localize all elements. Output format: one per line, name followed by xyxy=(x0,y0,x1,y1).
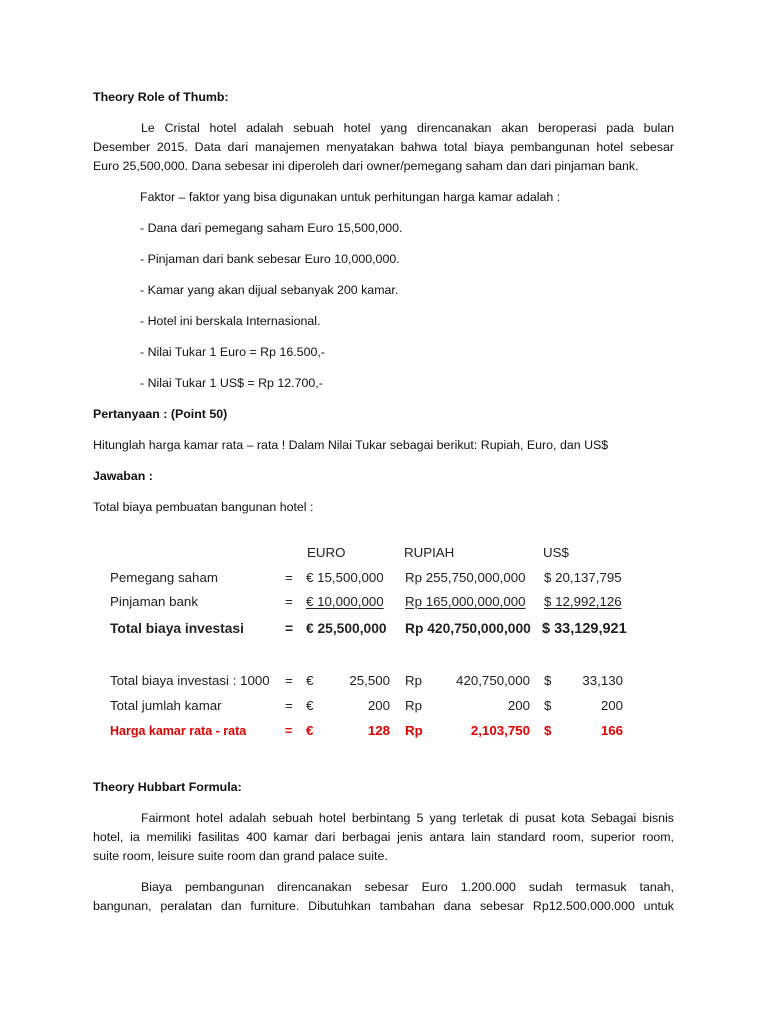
paragraph-line: hotel, ia memiliki fasilitas 400 kamar dari berbagai jenis antara lain standard room, superior room, xyxy=(93,830,674,844)
factors-intro: Faktor – faktor yang bisa digunakan untuk perhitungan harga kamar adalah : xyxy=(140,190,561,204)
usd-value: 33,130 xyxy=(582,673,623,688)
euro-symbol: € xyxy=(306,698,314,713)
table-highlight-row xyxy=(110,721,630,741)
paragraph-line: suite room, leisure suite room dan grand palace suite. xyxy=(93,849,388,863)
question-text: Hitunglah harga kamar rata – rata ! Dalam Nilai Tukar sebagai berikut: Rupiah, Euro, dan US$ xyxy=(93,438,609,452)
row-equals: = xyxy=(285,570,293,585)
intro-line: Le Cristal hotel adalah sebuah hotel yang direncanakan akan beroperasi pada bulan xyxy=(141,121,674,135)
rp-value: 420,750,000 xyxy=(456,673,530,688)
table-total-row xyxy=(110,619,630,639)
usd-symbol: $ xyxy=(544,698,552,713)
row-usd: $ 33,129,921 xyxy=(542,621,627,637)
factor-item: - Dana dari pemegang saham Euro 15,500,000. xyxy=(140,221,403,235)
row-equals: = xyxy=(285,673,293,688)
row-rupiah: Rp 255,750,000,000 xyxy=(405,570,526,585)
row-label: Total jumlah kamar xyxy=(110,698,222,713)
hubbart-paragraph-1 xyxy=(93,809,674,866)
euro-value: 25,500 xyxy=(349,673,390,688)
row-rupiah: Rp 165,000,000,000 xyxy=(405,594,526,609)
intro-line: Euro 25,500,000. Dana sebesar ini diperoleh dari owner/pemegang saham dan dari pinjaman bank. xyxy=(93,159,639,173)
row-equals: = xyxy=(285,724,293,738)
section1-title: Theory Role of Thumb: xyxy=(93,90,229,104)
row-label: Total biaya investasi xyxy=(110,621,244,636)
header-usd: US$ xyxy=(543,545,569,560)
header-euro: EURO xyxy=(307,545,346,560)
factor-item: - Pinjaman dari bank sebesar Euro 10,000,000. xyxy=(140,252,400,266)
table-row xyxy=(110,592,630,612)
rp-value: 2,103,750 xyxy=(470,723,530,738)
rp-symbol: Rp xyxy=(405,723,423,738)
factor-item: - Nilai Tukar 1 Euro = Rp 16.500,- xyxy=(140,345,325,359)
euro-symbol: € xyxy=(306,673,314,688)
paragraph-line: Fairmont hotel adalah sebuah hotel berbintang 5 yang terletak di pusat kota Sebagai bisnis xyxy=(141,811,674,825)
answer-label: Jawaban : xyxy=(93,469,153,483)
usd-value: 166 xyxy=(600,723,623,738)
euro-value: 128 xyxy=(367,723,390,738)
table-row xyxy=(110,696,630,716)
usd-value: 200 xyxy=(600,698,623,713)
intro-line: Desember 2015. Data dari manajemen menyatakan bahwa total biaya pembangunan hotel sebesar xyxy=(93,140,674,154)
row-label: Pemegang saham xyxy=(110,570,218,585)
rp-symbol: Rp xyxy=(405,673,422,688)
row-rupiah: Rp 420,750,000,000 xyxy=(405,621,531,636)
row-label: Total biaya investasi : 1000 xyxy=(110,673,270,688)
hubbart-paragraph-2 xyxy=(93,878,674,916)
section2-title: Theory Hubbart Formula: xyxy=(93,780,242,794)
row-euro: € 15,500,000 xyxy=(306,570,384,585)
usd-symbol: $ xyxy=(544,723,552,738)
answer-intro: Total biaya pembuatan bangunan hotel : xyxy=(93,500,314,514)
euro-value: 200 xyxy=(367,698,390,713)
factor-item: - Nilai Tukar 1 US$ = Rp 12.700,- xyxy=(140,376,323,390)
factor-item: - Hotel ini berskala Internasional. xyxy=(140,314,321,328)
row-usd: $ 20,137,795 xyxy=(544,570,622,585)
row-label: Harga kamar rata - rata xyxy=(110,724,247,738)
rp-value: 200 xyxy=(507,698,530,713)
paragraph-line: Biaya pembangunan direncanakan sebesar Euro 1.200.000 sudah termasuk tanah, xyxy=(141,880,674,894)
factor-item: - Kamar yang akan dijual sebanyak 200 kamar. xyxy=(140,283,399,297)
row-equals: = xyxy=(285,698,293,713)
row-euro: € 10,000,000 xyxy=(306,594,384,609)
question-label: Pertanyaan : (Point 50) xyxy=(93,407,228,421)
table-row xyxy=(110,671,630,691)
table-row xyxy=(110,568,630,588)
row-euro: € 25,500,000 xyxy=(306,621,387,636)
row-usd: $ 12,992,126 xyxy=(544,594,622,609)
row-equals: = xyxy=(285,621,294,636)
header-rupiah: RUPIAH xyxy=(404,545,455,560)
table-header-row xyxy=(110,543,630,563)
euro-symbol: € xyxy=(306,723,314,738)
row-equals: = xyxy=(285,594,293,609)
paragraph-line: bangunan, peralatan dan furniture. Dibutuhkan tambahan dana sebesar Rp12.500.000.000 untuk xyxy=(93,899,674,913)
rp-symbol: Rp xyxy=(405,698,422,713)
intro-paragraph xyxy=(93,119,674,176)
row-label: Pinjaman bank xyxy=(110,594,198,609)
usd-symbol: $ xyxy=(544,673,552,688)
